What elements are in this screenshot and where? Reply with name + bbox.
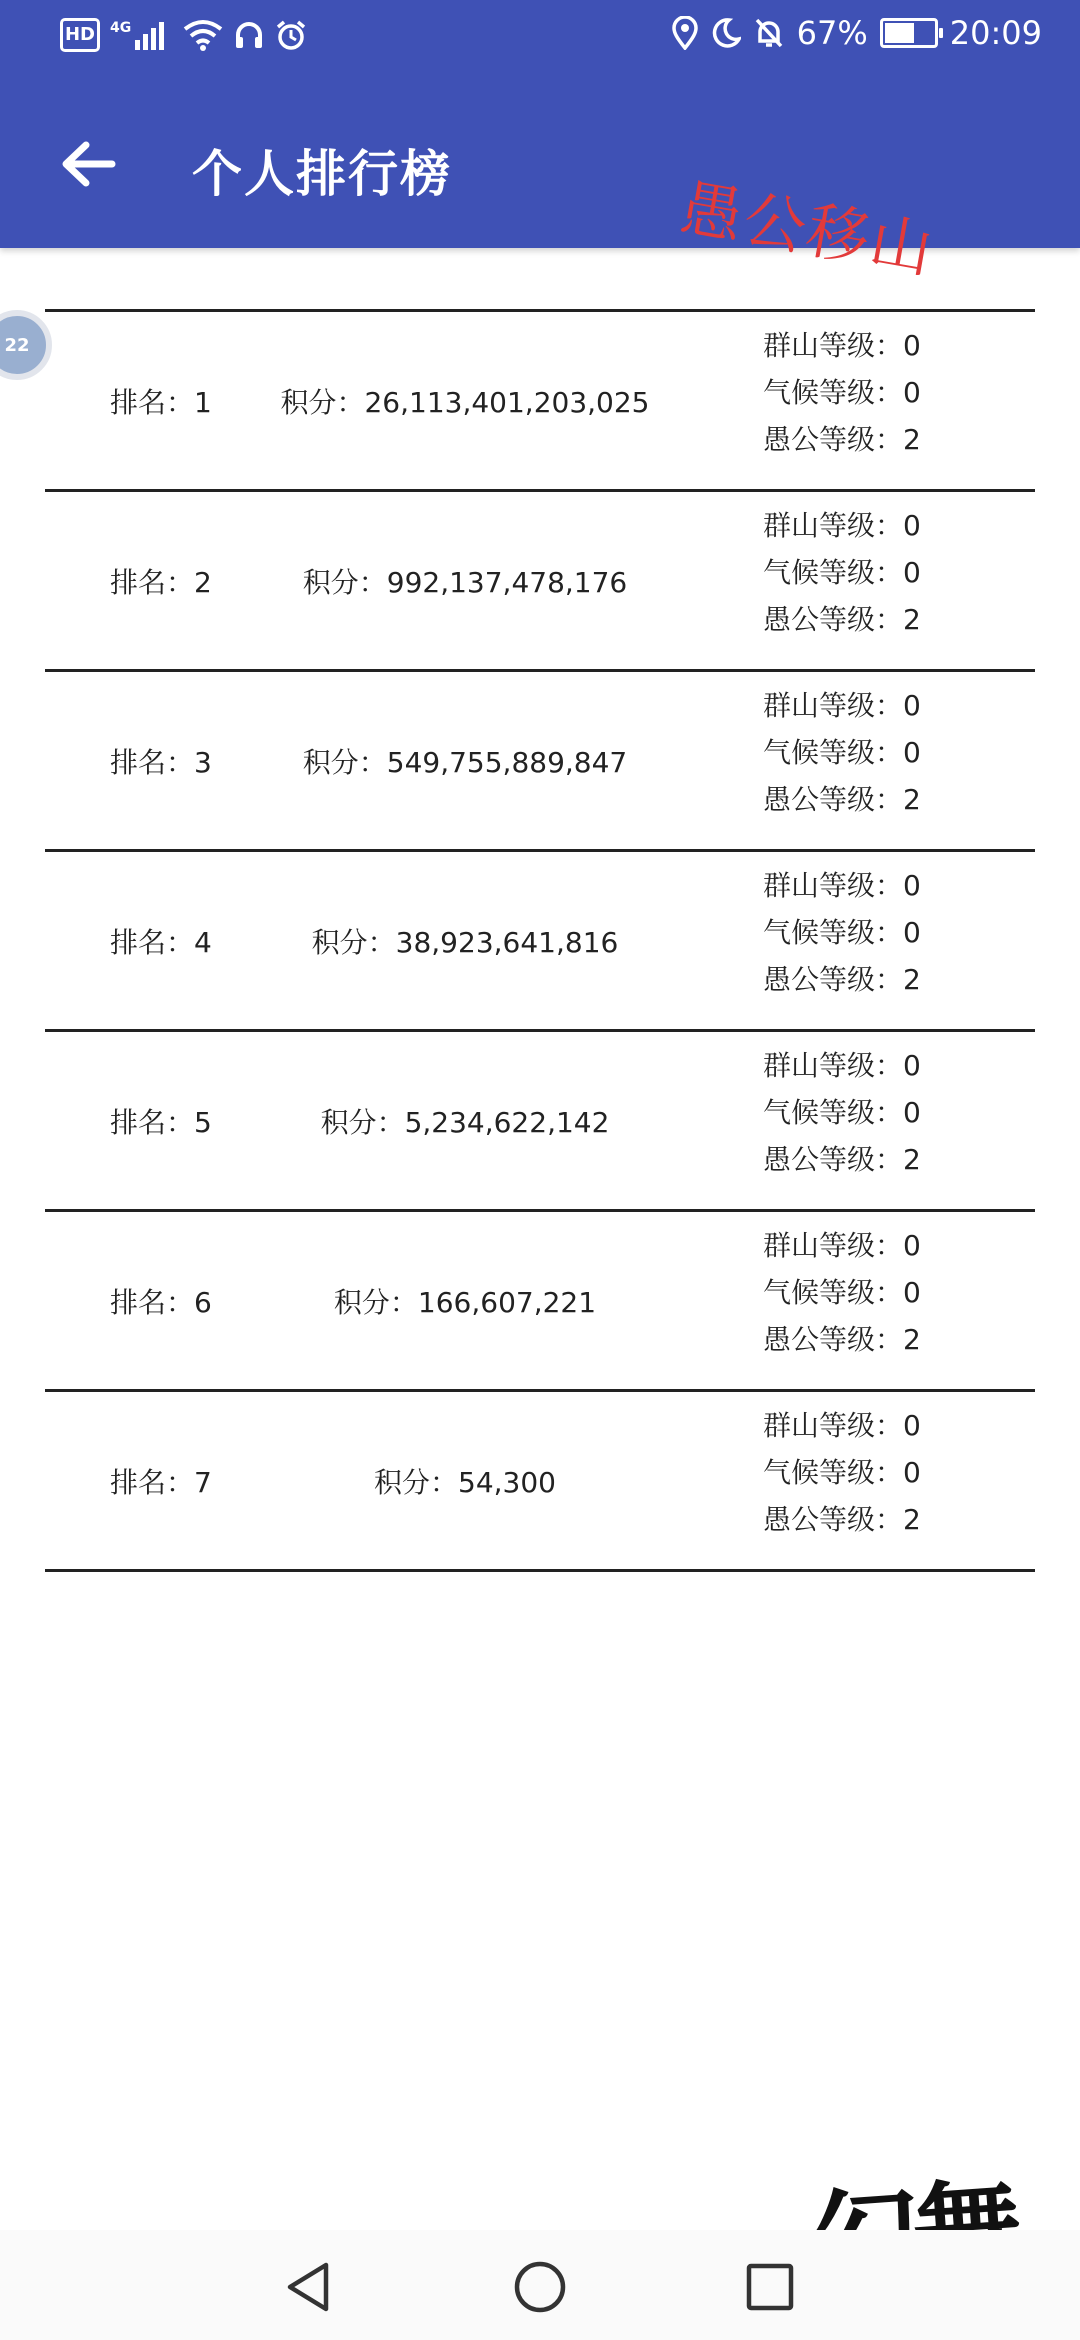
ranking-row[interactable] xyxy=(45,312,1035,492)
climate-level: 气候等级：0 xyxy=(763,376,921,409)
yugong-level: 愚公等级：2 xyxy=(763,423,921,456)
mountain-level: 群山等级：0 xyxy=(763,869,921,902)
system-nav-bar xyxy=(0,2230,1080,2340)
score-label: 积分：166,607,221 xyxy=(333,1285,597,1319)
yugong-level: 愚公等级：2 xyxy=(763,1323,921,1356)
headset-icon xyxy=(233,19,265,51)
ranking-row[interactable] xyxy=(45,1212,1035,1392)
climate-level: 气候等级：0 xyxy=(763,556,921,589)
location-icon xyxy=(671,16,699,50)
rank-label: 排名：2 xyxy=(110,565,212,599)
levels-group xyxy=(763,328,921,457)
ranking-row[interactable] xyxy=(45,852,1035,1032)
levels-group xyxy=(763,508,921,637)
nav-back-button[interactable] xyxy=(273,2252,343,2322)
stamp-overlay: 愚公移山 xyxy=(675,170,940,288)
signal-icon xyxy=(110,20,173,50)
rank-label: 排名：5 xyxy=(110,1105,212,1139)
mountain-level: 群山等级：0 xyxy=(763,329,921,362)
rank-label: 排名：6 xyxy=(110,1285,212,1319)
climate-level: 气候等级：0 xyxy=(763,1276,921,1309)
mountain-level: 群山等级：0 xyxy=(763,1229,921,1262)
status-bar-left xyxy=(60,18,307,52)
mountain-level: 群山等级：0 xyxy=(763,1049,921,1082)
ranking-row[interactable] xyxy=(45,672,1035,852)
back-button[interactable] xyxy=(48,126,128,202)
ranking-row[interactable] xyxy=(45,1392,1035,1572)
rank-label: 排名：4 xyxy=(110,925,212,959)
climate-level: 气候等级：0 xyxy=(763,736,921,769)
battery-fill xyxy=(885,23,914,43)
floating-bubble[interactable]: 22 xyxy=(0,310,52,380)
arrow-back-icon xyxy=(60,139,116,189)
score-label: 积分：992,137,478,176 xyxy=(302,565,628,599)
mountain-level: 群山等级：0 xyxy=(763,689,921,722)
score-label: 积分：38,923,641,816 xyxy=(311,925,619,959)
levels-group xyxy=(763,688,921,817)
status-bar-right xyxy=(671,14,1042,52)
climate-level: 气候等级：0 xyxy=(763,1456,921,1489)
status-bar xyxy=(0,0,1080,78)
levels-group xyxy=(763,1408,921,1537)
battery-percent: 67% xyxy=(796,14,868,52)
climate-level: 气候等级：0 xyxy=(763,916,921,949)
hd-icon: HD xyxy=(60,18,100,52)
rank-label: 排名：7 xyxy=(110,1465,212,1499)
rank-label: 排名：1 xyxy=(110,385,212,419)
levels-group xyxy=(763,1228,921,1357)
score-label: 积分：5,234,622,142 xyxy=(320,1105,610,1139)
yugong-level: 愚公等级：2 xyxy=(763,783,921,816)
page-title: 个人排行榜 xyxy=(192,145,452,203)
mountain-level: 群山等级：0 xyxy=(763,1409,921,1442)
nav-home-button[interactable] xyxy=(505,2252,575,2322)
yugong-level: 愚公等级：2 xyxy=(763,603,921,636)
nav-back-icon xyxy=(282,2259,334,2315)
yugong-level: 愚公等级：2 xyxy=(763,1503,921,1536)
clock: 20:09 xyxy=(949,14,1042,52)
climate-level: 气候等级：0 xyxy=(763,1096,921,1129)
ranking-list xyxy=(45,309,1035,1572)
alarm-icon xyxy=(275,19,307,51)
bell-off-icon xyxy=(753,17,785,49)
network-type-label: 4G xyxy=(110,20,132,36)
rank-label: 排名：3 xyxy=(110,745,212,779)
yugong-level: 愚公等级：2 xyxy=(763,1143,921,1176)
score-label: 积分：26,113,401,203,025 xyxy=(280,385,650,419)
mountain-level: 群山等级：0 xyxy=(763,509,921,542)
ranking-row[interactable] xyxy=(45,492,1035,672)
ranking-row[interactable] xyxy=(45,1032,1035,1212)
battery-icon xyxy=(880,18,938,48)
levels-group xyxy=(763,1048,921,1177)
nav-recents-icon xyxy=(744,2261,796,2313)
levels-group xyxy=(763,868,921,997)
nav-home-icon xyxy=(512,2259,568,2315)
moon-icon xyxy=(711,17,741,49)
score-label: 积分：549,755,889,847 xyxy=(302,745,628,779)
yugong-level: 愚公等级：2 xyxy=(763,963,921,996)
nav-recents-button[interactable] xyxy=(735,2252,805,2322)
wifi-icon xyxy=(183,19,223,51)
score-label: 积分：54,300 xyxy=(374,1465,556,1499)
